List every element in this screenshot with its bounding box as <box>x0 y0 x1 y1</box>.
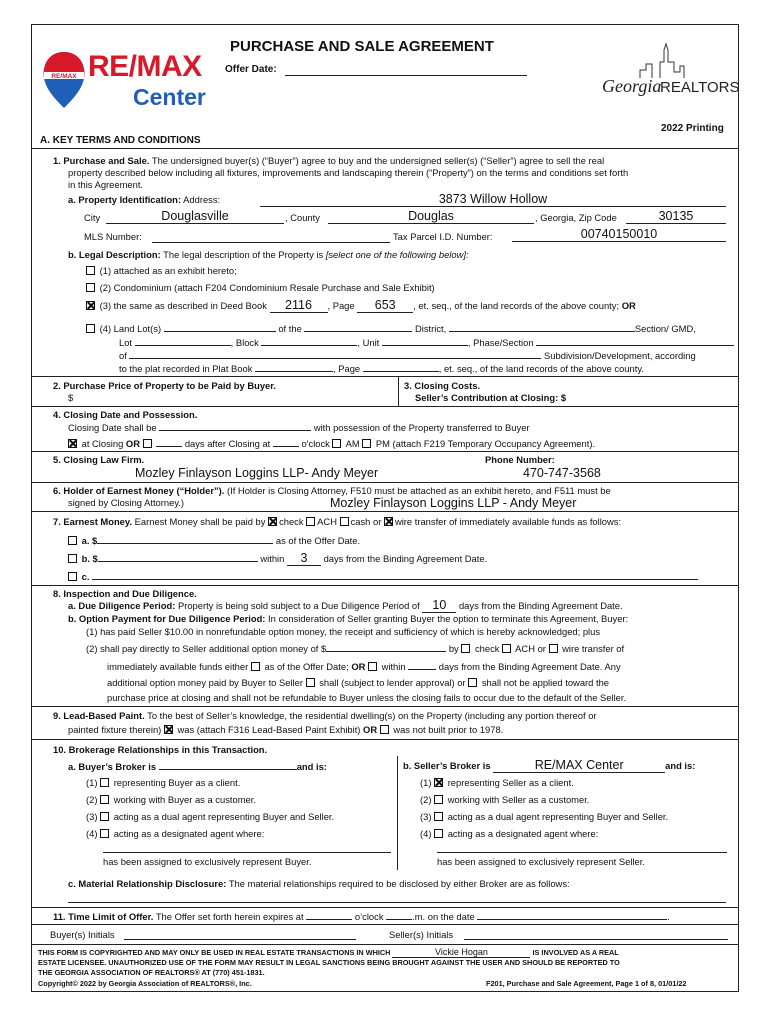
seller-broker-field[interactable]: RE/MAX Center <box>493 760 665 773</box>
section-3-title: 3. Closing Costs. <box>404 380 481 391</box>
opt-ach-checkbox[interactable] <box>502 644 511 653</box>
at-closing-checkbox[interactable] <box>68 439 77 448</box>
licensee-name: Vickie Hogan <box>392 948 530 958</box>
seller-rep-customer-checkbox[interactable] <box>434 795 443 804</box>
seller-rep-client-checkbox[interactable] <box>434 778 443 787</box>
seller-rep-designated-checkbox[interactable] <box>434 829 443 838</box>
opt-check-checkbox[interactable] <box>461 644 470 653</box>
phone-field[interactable]: 470-747-3568 <box>523 466 601 480</box>
em-ach-checkbox[interactable] <box>306 517 315 526</box>
section-4-title: 4. Closing Date and Possession. <box>53 409 198 420</box>
section-8-title: 8. Inspection and Due Diligence. <box>53 588 197 599</box>
em-cash-checkbox[interactable] <box>340 517 349 526</box>
section-2-title: 2. Purchase Price of Property to be Paid by Buyer. <box>53 380 276 391</box>
legal-opt4-checkbox[interactable] <box>86 324 95 333</box>
buyer-rep-client-checkbox[interactable] <box>100 778 109 787</box>
opt-shall-checkbox[interactable] <box>306 678 315 687</box>
deed-book-field[interactable]: 2116 <box>270 300 328 313</box>
city-field[interactable]: Douglasville <box>106 209 284 224</box>
buyer-rep-designated-checkbox[interactable] <box>100 829 109 838</box>
holder-field[interactable]: Mozley Finlayson Loggins LLP - Andy Meyer <box>330 496 577 510</box>
em-days-field[interactable]: 3 <box>287 553 321 566</box>
legal-opt1-checkbox[interactable] <box>86 266 95 275</box>
opt-within-checkbox[interactable] <box>368 662 377 671</box>
am-checkbox[interactable] <box>332 439 341 448</box>
svg-text:REALTORS: REALTORS <box>660 79 740 96</box>
mls-field[interactable] <box>152 231 390 243</box>
section-5-title: 5. Closing Law Firm. <box>53 454 145 465</box>
balloon-text: RE/MAX <box>51 73 77 80</box>
legal-opt3-checkbox[interactable] <box>86 301 95 310</box>
offer-date-label: Offer Date: <box>225 64 277 75</box>
deed-page-field[interactable]: 653 <box>357 300 413 313</box>
seller-rep-dual-checkbox[interactable] <box>434 812 443 821</box>
em-b-checkbox[interactable] <box>68 554 77 563</box>
buyer-rep-customer-checkbox[interactable] <box>100 795 109 804</box>
dd-days-field[interactable]: 10 <box>422 600 456 613</box>
em-c-checkbox[interactable] <box>68 572 77 581</box>
opt-offer-date-checkbox[interactable] <box>251 662 260 671</box>
seller-designated-agent-field[interactable] <box>437 843 727 853</box>
em-wire-checkbox[interactable] <box>384 517 393 526</box>
section-a-title: A. KEY TERMS AND CONDITIONS <box>40 135 201 146</box>
pm-checkbox[interactable] <box>362 439 371 448</box>
lead-was-checkbox[interactable] <box>164 725 173 734</box>
georgia-realtors-logo <box>600 40 740 100</box>
zip-field[interactable]: 30135 <box>626 209 726 224</box>
material-relationship-field[interactable] <box>68 893 726 903</box>
em-a-checkbox[interactable] <box>68 536 77 545</box>
address-field[interactable]: 3873 Willow Hollow <box>260 192 726 207</box>
buyer-initials-field[interactable] <box>124 929 356 940</box>
buyer-rep-dual-checkbox[interactable] <box>100 812 109 821</box>
buyer-designated-agent-field[interactable] <box>103 843 391 853</box>
opt-wire-checkbox[interactable] <box>549 644 558 653</box>
page-title: PURCHASE AND SALE AGREEMENT <box>230 38 494 55</box>
brand-remax: RE/MAX <box>88 50 202 83</box>
brand-center: Center <box>133 84 206 110</box>
printing-year: 2022 Printing <box>661 123 724 134</box>
legal-opt2-checkbox[interactable] <box>86 283 95 292</box>
opt-shall-not-checkbox[interactable] <box>468 678 477 687</box>
em-check-checkbox[interactable] <box>268 517 277 526</box>
days-after-checkbox[interactable] <box>143 439 152 448</box>
svg-text:Georgia: Georgia <box>602 76 662 96</box>
offer-date-field[interactable] <box>285 64 527 76</box>
county-field[interactable]: Douglas <box>328 209 534 224</box>
lead-was-not-checkbox[interactable] <box>380 725 389 734</box>
parcel-field[interactable]: 00740150010 <box>512 227 726 242</box>
seller-initials-field[interactable] <box>464 929 728 940</box>
remax-balloon-icon <box>40 50 88 112</box>
law-firm-field[interactable]: Mozley Finlayson Loggins LLP- Andy Meyer <box>135 466 379 480</box>
section-10-title: 10. Brokerage Relationships in this Transaction. <box>53 744 268 755</box>
